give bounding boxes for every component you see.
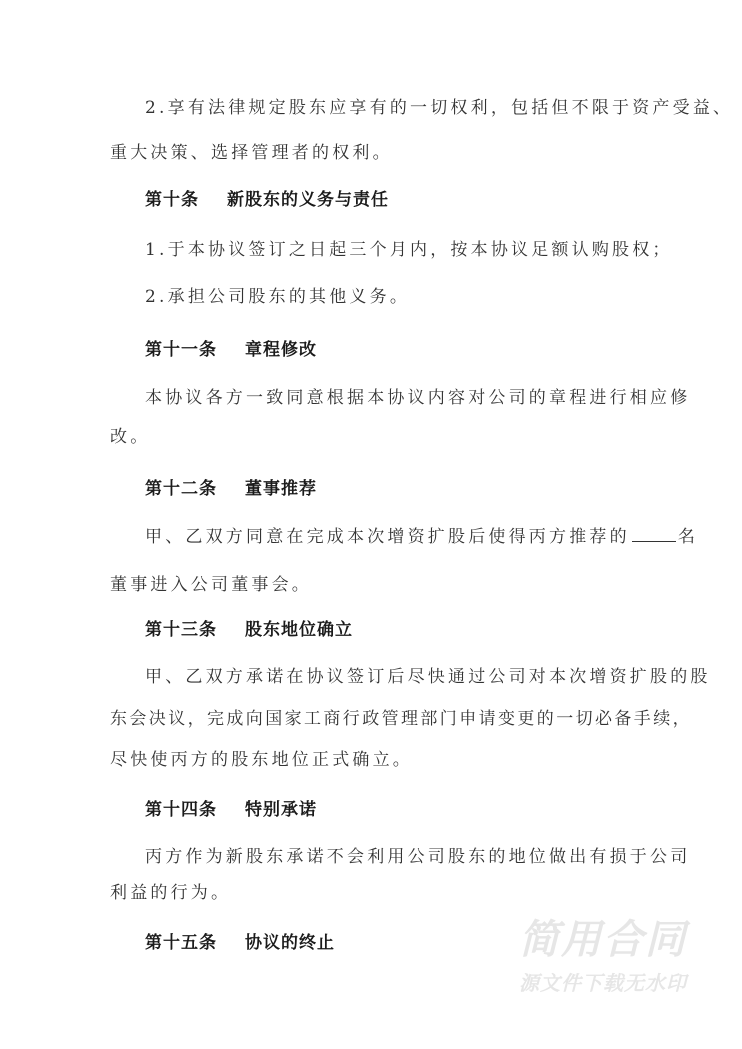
article-title: 协议的终止	[245, 933, 335, 953]
article-title: 董事推荐	[245, 479, 317, 499]
article-15-heading	[145, 932, 335, 954]
watermark-tagline: 源文件下载无水印	[519, 971, 687, 995]
article-title: 股东地位确立	[245, 620, 353, 640]
article-number: 第十条	[145, 190, 199, 210]
article-10-heading	[145, 189, 389, 211]
watermark-brand: 简用合同	[519, 917, 687, 963]
article-14-body-line-2: 利益的行为。	[110, 883, 232, 903]
watermark	[508, 918, 698, 996]
article-number: 第十一条	[145, 340, 217, 360]
clause-10-1: 1.于本协议签订之日起三个月内，按本协议足额认购股权；	[145, 240, 673, 260]
clause-10-2: 2.承担公司股东的其他义务。	[145, 287, 411, 307]
article-number: 第十三条	[145, 620, 217, 640]
article-14-body-line-1: 丙方作为新股东承诺不会利用公司股东的地位做出有损于公司	[145, 847, 691, 867]
text-after-blank: 名	[677, 527, 699, 547]
article-13-body-line-1: 甲、乙双方承诺在协议签订后尽快通过公司对本次增资扩股的股	[145, 667, 711, 687]
text-before-blank: 甲、乙双方同意在完成本次增资扩股后使得丙方推荐的	[145, 527, 630, 547]
article-title: 章程修改	[245, 340, 317, 360]
fill-in-blank[interactable]	[632, 527, 676, 542]
article-13-body-line-3: 尽快使丙方的股东地位正式确立。	[110, 750, 413, 770]
clause-9-2-line-1: 2.享有法律规定股东应享有的一切权利，包括但不限于资产受益、	[145, 98, 734, 118]
article-11-body-line-1: 本协议各方一致同意根据本协议内容对公司的章程进行相应修	[145, 388, 691, 408]
article-number: 第十五条	[145, 933, 217, 953]
article-12-body-line-1	[145, 526, 698, 548]
article-11-heading	[145, 339, 317, 361]
article-number: 第十四条	[145, 800, 217, 820]
article-13-heading	[145, 619, 353, 641]
article-title: 特别承诺	[245, 800, 317, 820]
article-title: 新股东的义务与责任	[227, 190, 389, 210]
article-number: 第十二条	[145, 479, 217, 499]
clause-9-2-line-2: 重大决策、选择管理者的权利。	[110, 143, 393, 163]
article-11-body-line-2: 改。	[110, 427, 151, 447]
article-12-body-line-2: 董事进入公司董事会。	[110, 575, 312, 595]
article-13-body-line-2: 东会决议，完成向国家工商行政管理部门申请变更的一切必备手续，	[110, 709, 692, 729]
article-14-heading	[145, 799, 317, 821]
article-12-heading	[145, 478, 317, 500]
